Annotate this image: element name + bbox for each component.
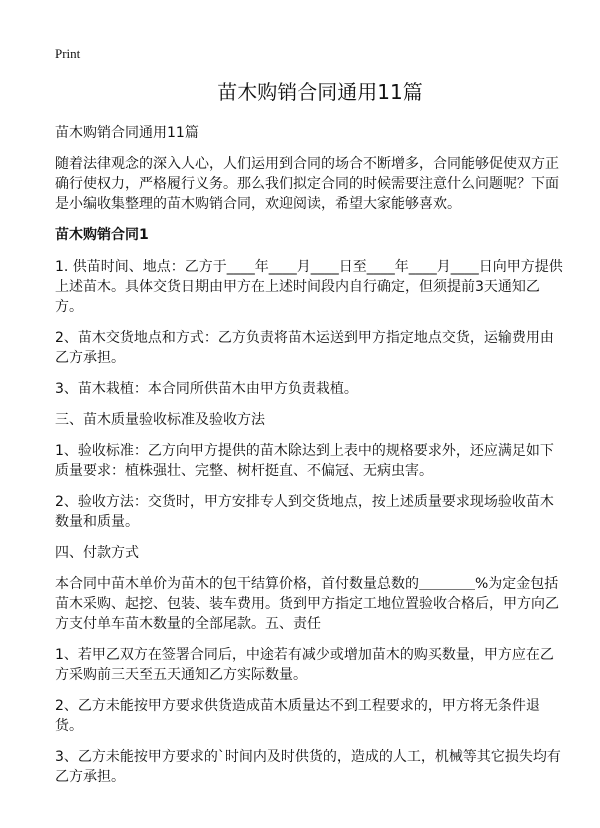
paragraph: 1、若甲乙双方在签署合同后，中途若有减少或增加苗木的购买数量，甲方应在乙方采购前三天至五天通知乙方实际数量。: [55, 647, 554, 683]
paragraph: 2、验收方法：交货时，甲方安排专人到交货地点，按上述质量要求现场验收苗木数量和质量。: [55, 494, 554, 530]
intro-paragraph: 随着法律观念的深入人心，人们运用到合同的场合不断增多，合同能够促使双方正确行使权力，严格履行义务。那么我们拟定合同的时候需要注意什么问题呢？下面是小编收集整理的苗木购销合同，欢迎阅读，希望大家能够喜欢。: [55, 156, 559, 212]
paragraph: 2、苗木交货地点和方式：乙方负责将苗木运送到甲方指定地点交货，运输费用由乙方承担。: [55, 330, 554, 366]
paragraph: 1. 供苗时间、地点：乙方于____年____月____日至____年____月____日向甲方提供上述苗木。具体交货日期由甲方在上述时间段内自行确定，但须提前3天通知乙方。: [55, 259, 563, 315]
paragraph: 三、苗木质量验收标准及验收方法: [55, 412, 265, 428]
paragraph: 2、乙方未能按甲方要求供货造成苗木质量达不到工程要求的，甲方将无条件退货。: [55, 698, 540, 734]
paragraph: 本合同中苗木单价为苗木的包干结算价格，首付数量总数的＿＿＿＿%为定金包括苗木采购、起挖、包装、装车费用。货到甲方指定工地位置验收合格后，甲方向乙方支付单车苗木数量的全部尾款。五、责任: [55, 576, 559, 632]
page-title: 苗木购销合同通用11篇: [217, 80, 423, 104]
paragraph: 3、乙方未能按甲方要求的`时间内及时供货的，造成的人工，机械等其它损失均有乙方承担。: [55, 749, 561, 785]
document-subtitle: 苗木购销合同通用11篇: [55, 125, 199, 141]
print-link[interactable]: Print: [55, 46, 81, 61]
paragraph: 四、付款方式: [55, 545, 139, 561]
paragraph: 1、验收标准：乙方向甲方提供的苗木除达到上表中的规格要求外，还应满足如下质量要求：植株强壮、完整、树杆挺直、不偏冠、无病虫害。: [55, 443, 554, 479]
paragraph: 3、苗木栽植：本合同所供苗木由甲方负责栽植。: [55, 381, 358, 397]
section-heading: 苗木购销合同1: [55, 227, 149, 243]
